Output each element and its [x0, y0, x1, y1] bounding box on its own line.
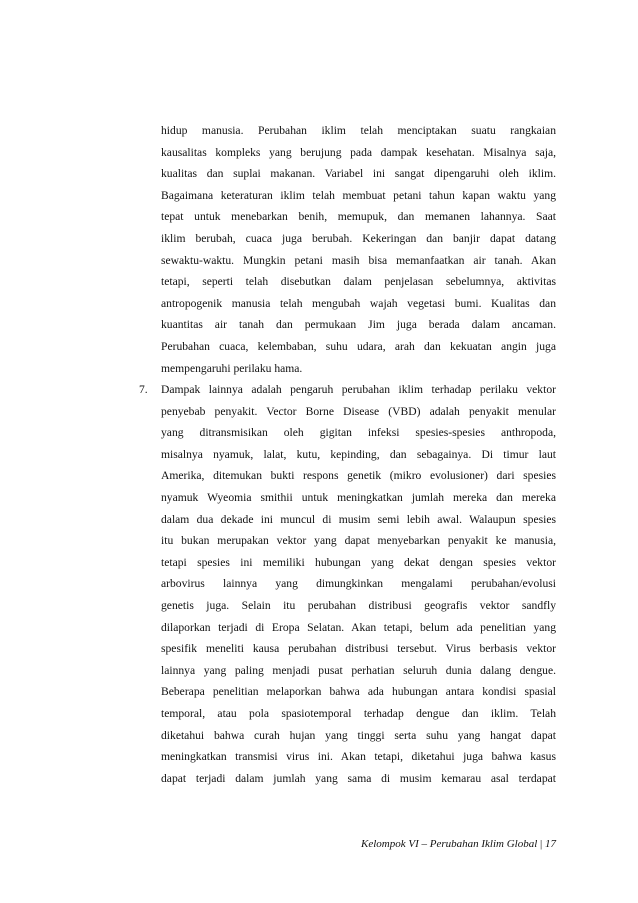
text-line: misalnya nyamuk, lalat, kutu, kepinding, dan sebagainya. Di timur laut — [161, 447, 556, 461]
text-line: hidup manusia. Perubahan iklim telah menciptakan suatu rangkaian — [161, 124, 556, 137]
list-item-7-text — [161, 379, 556, 789]
text-line: itu bukan merupakan vektor yang dapat menyebarkan penyakit ke manusia, — [161, 534, 556, 548]
text-line: Amerika, ditemukan bukti respons genetik (mikro evolusioner) dari spesies — [161, 469, 556, 483]
text-line: iklim berubah, cuaca juga berubah. Kekeringan dan banjir dapat datang — [161, 231, 556, 245]
text-line: sewaktu-waktu. Mungkin petani masih bisa memanfaatkan air tanah. Akan — [161, 253, 556, 267]
text-line: penyebab penyakit. Vector Borne Disease (VBD) adalah penyakit menular — [161, 404, 556, 418]
text-line: diketahui bahwa curah hujan yang tinggi serta suhu yang hangat dapat — [161, 728, 556, 742]
page-footer — [361, 838, 556, 850]
text-line: tetapi spesies ini memiliki hubungan yang dekat dengan spesies vektor — [161, 555, 556, 569]
text-line: kualitas dan suplai makanan. Variabel ini sangat dipengaruhi oleh iklim. — [161, 167, 556, 181]
list-item-number: 7. — [139, 383, 148, 396]
text-line: tepat untuk menebarkan benih, memupuk, dan memanen lahannya. Saat — [161, 210, 556, 224]
footer-title: Kelompok VI – Perubahan Iklim Global — [361, 838, 538, 850]
text-line: spesifik meneliti kausa perubahan distribusi tersebut. Virus berbasis vektor — [161, 642, 556, 656]
text-line: dapat terjadi dalam jumlah yang sama di musim kemarau asal terdapat — [161, 771, 556, 785]
text-line: temporal, atau pola spasiotemporal terhadap dengue dan iklim. Telah — [161, 706, 556, 720]
text-line: mempengaruhi perilaku hama. — [161, 361, 303, 375]
footer-separator: | — [540, 838, 543, 850]
text-line: lainnya yang paling menjadi pusat perhatian seluruh dunia dalang dengue. — [161, 663, 556, 677]
text-line: meningkatkan transmisi virus ini. Akan tetapi, diketahui juga bahwa kasus — [161, 750, 556, 764]
text-line: tetapi, seperti telah disebutkan dalam penjelasan sebelumnya, aktivitas — [161, 275, 556, 289]
text-line: dilaporkan terjadi di Eropa Selatan. Akan tetapi, belum ada penelitian yang — [161, 620, 556, 634]
text-line: yang ditransmisikan oleh gigitan infeksi spesies-spesies anthropoda, — [161, 426, 556, 440]
text-line: Bagaimana keteraturan iklim telah membuat petani tahun kapan waktu yang — [161, 188, 556, 202]
page-number: 17 — [545, 838, 556, 850]
text-line: dalam dua dekade ini muncul di musim semi lebih awal. Walaupun spesies — [161, 512, 556, 526]
text-line: nyamuk Wyeomia smithii untuk meningkatkan jumlah mereka dan mereka — [161, 490, 556, 504]
text-line: antropogenik manusia telah mengubah wajah vegetasi bumi. Kualitas dan — [161, 296, 556, 310]
text-line: Perubahan cuaca, kelembaban, suhu udara, arah dan kekuatan angin juga — [161, 339, 556, 353]
text-line: kausalitas kompleks yang berujung pada dampak kesehatan. Misalnya saja, — [161, 145, 556, 159]
text-line: genetis juga. Selain itu perubahan distribusi geografis vektor sandfly — [161, 598, 556, 612]
text-line: arbovirus lainnya yang dimungkinkan mengalami perubahan/evolusi — [161, 577, 556, 591]
text-line: Beberapa penelitian melaporkan bahwa ada hubungan antara kondisi spasial — [161, 685, 556, 699]
paragraph-continuation — [161, 120, 556, 379]
text-line: kuantitas air tanah dan permukaan Jim juga berada dalam ancaman. — [161, 318, 556, 332]
text-line: Dampak lainnya adalah pengaruh perubahan iklim terhadap perilaku vektor — [161, 383, 556, 396]
